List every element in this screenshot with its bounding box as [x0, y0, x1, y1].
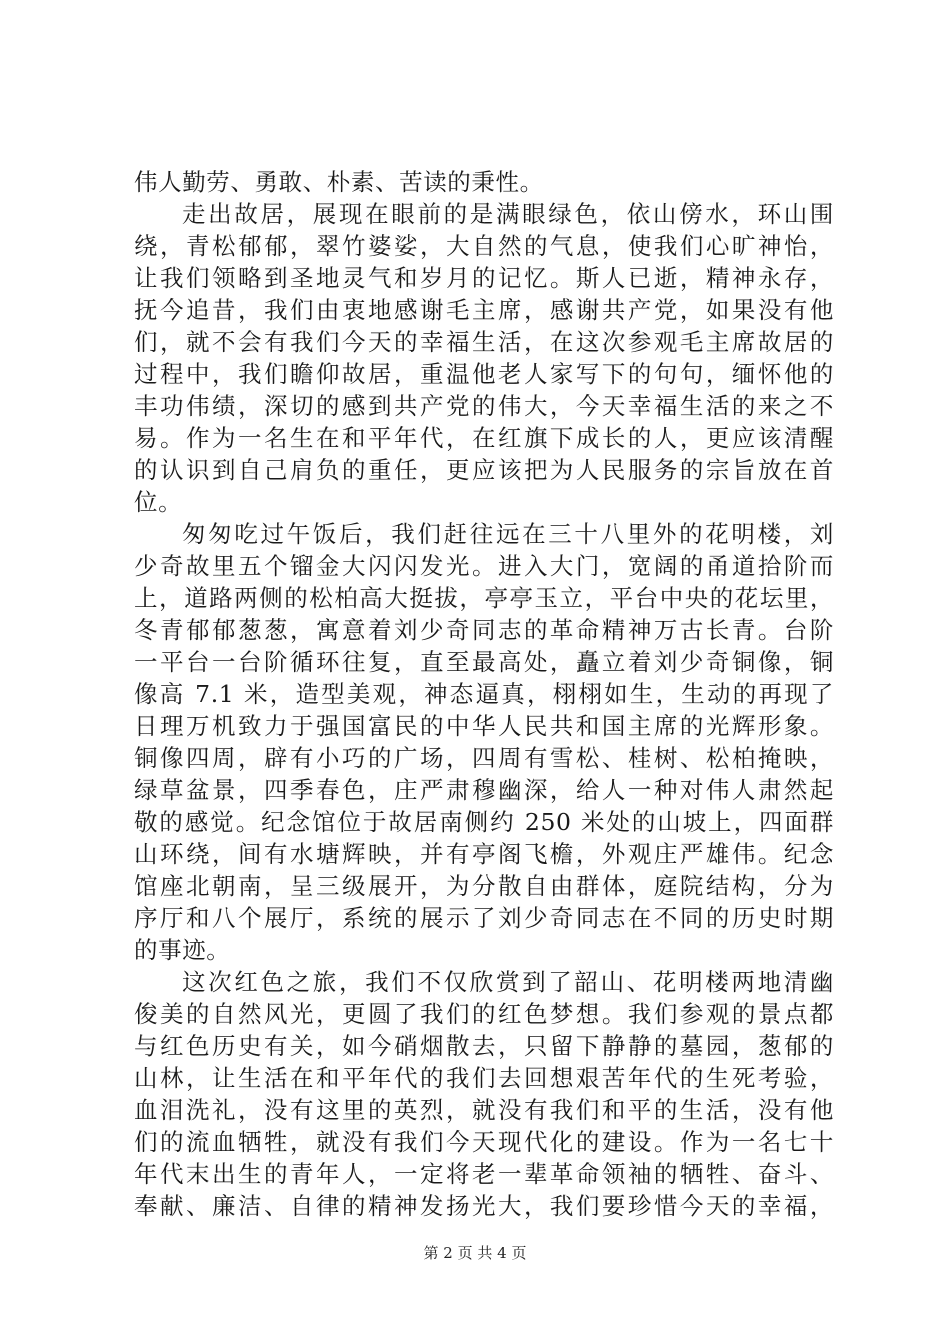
text-line: 丰功伟绩，深切的感到共产党的伟大，今天幸福生活的来之不: [134, 392, 834, 420]
text-line: 抚今追昔，我们由衷地感谢毛主席，感谢共产党，如果没有他: [134, 296, 834, 324]
text-line: 年代末出生的青年人，一定将老一辈革命领袖的牺牲、奋斗、: [134, 1160, 834, 1188]
text-line: 的认识到自己肩负的重任，更应该把为人民服务的宗旨放在首: [134, 456, 834, 484]
text-line: 位。: [134, 488, 183, 516]
text-line: 匆匆吃过午饭后，我们赶往远在三十八里外的花明楼，刘: [182, 520, 834, 548]
page-footer: 第 2 页 共 4 页: [423, 1244, 527, 1262]
text-line: 像高 7.1 米，造型美观，神态逼真，栩栩如生，生动的再现了: [134, 680, 834, 708]
text-line: 铜像四周，辟有小巧的广场，四周有雪松、桂树、松柏掩映，: [134, 744, 834, 772]
text-line: 少奇故里五个镏金大闪闪发光。进入大门，宽阔的甬道拾阶而: [134, 552, 834, 580]
text-line: 与红色历史有关，如今硝烟散去，只留下静静的墓园，葱郁的: [134, 1032, 834, 1060]
text-line: 绿草盆景，四季春色，庄严肃穆幽深，给人一种对伟人肃然起: [134, 776, 834, 804]
text-line: 的事迹。: [134, 936, 231, 964]
text-line: 过程中，我们瞻仰故居，重温他老人家写下的句句，缅怀他的: [134, 360, 834, 388]
text-line: 伟人勤劳、勇敢、朴素、苦读的秉性。: [134, 168, 544, 196]
document-body: [134, 166, 834, 1222]
text-line: 山林，让生活在和平年代的我们去回想艰苦年代的生死考验，: [134, 1064, 834, 1092]
text-line: 血泪洗礼，没有这里的英烈，就没有我们和平的生活，没有他: [134, 1096, 834, 1124]
text-line: 日理万机致力于强国富民的中华人民共和国主席的光辉形象。: [134, 712, 834, 740]
text-line: 馆座北朝南，呈三级展开，为分散自由群体，庭院结构，分为: [134, 872, 834, 900]
text-line: 们，就不会有我们今天的幸福生活，在这次参观毛主席故居的: [134, 328, 834, 356]
text-line: 奉献、廉洁、自律的精神发扬光大，我们要珍惜今天的幸福，: [134, 1192, 834, 1220]
text-line: 序厅和八个展厅，系统的展示了刘少奇同志在不同的历史时期: [134, 904, 834, 932]
text-line: 易。作为一名生在和平年代，在红旗下成长的人，更应该清醒: [134, 424, 834, 452]
text-line: 这次红色之旅，我们不仅欣赏到了韶山、花明楼两地清幽: [182, 968, 834, 996]
text-line: 冬青郁郁葱葱，寓意着刘少奇同志的革命精神万古长青。台阶: [134, 616, 834, 644]
text-line: 山环绕，间有水塘辉映，并有亭阁飞檐，外观庄严雄伟。纪念: [134, 840, 834, 868]
text-line: 一平台一台阶循环往复，直至最高处，矗立着刘少奇铜像，铜: [134, 648, 834, 676]
text-line: 敬的感觉。纪念馆位于故居南侧约 250 米处的山坡上，四面群: [134, 808, 834, 836]
text-line: 绕，青松郁郁，翠竹婆娑，大自然的气息，使我们心旷神怡，: [134, 232, 834, 260]
text-line: 上，道路两侧的松柏高大挺拔，亭亭玉立，平台中央的花坛里，: [134, 584, 834, 612]
text-line: 俊美的自然风光，更圆了我们的红色梦想。我们参观的景点都: [134, 1000, 834, 1028]
text-line: 让我们领略到圣地灵气和岁月的记忆。斯人已逝，精神永存，: [134, 264, 834, 292]
text-line: 们的流血牺牲，就没有我们今天现代化的建设。作为一名七十: [134, 1128, 834, 1156]
text-line: 走出故居，展现在眼前的是满眼绿色，依山傍水，环山围: [182, 200, 834, 228]
